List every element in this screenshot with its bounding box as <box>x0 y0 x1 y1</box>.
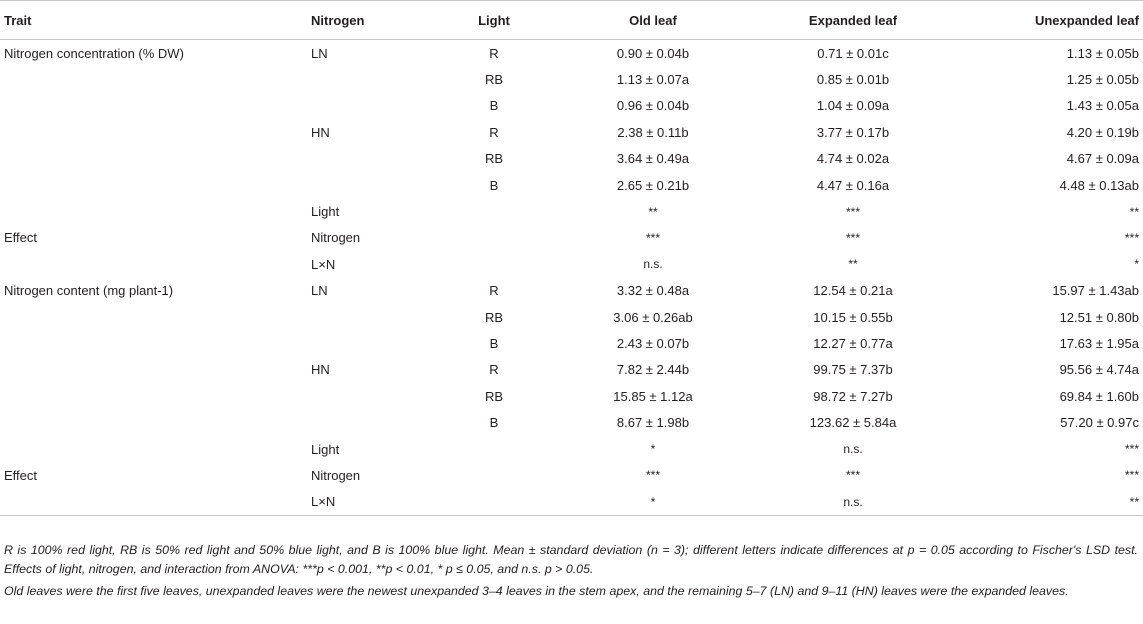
old-leaf-cell: * <box>650 442 656 457</box>
nitrogen-cell: L×N <box>311 256 336 272</box>
table-row <box>0 119 1143 145</box>
old-leaf-cell: 2.38 ± 0.11b <box>617 124 689 140</box>
table-row <box>0 304 1143 330</box>
light-cell: R <box>489 124 499 140</box>
table-row <box>0 251 1143 277</box>
old-leaf-cell: 3.06 ± 0.26ab <box>613 309 693 325</box>
nitrogen-cell: LN <box>311 283 328 299</box>
nitrogen-cell <box>305 383 435 409</box>
table-row <box>0 172 1143 198</box>
header-expanded-leaf: Expanded leaf <box>753 1 953 40</box>
old-leaf-cell: 2.43 ± 0.07b <box>616 335 690 351</box>
table-row <box>0 409 1143 435</box>
unexpanded-leaf-cell: ** <box>1129 204 1139 219</box>
nitrogen-cell: Nitrogen <box>311 467 361 483</box>
trait-cell: Nitrogen concentration (% DW) <box>4 45 184 61</box>
old-leaf-cell: 15.85 ± 1.12a <box>613 388 693 404</box>
nitrogen-cell <box>305 66 435 92</box>
table-row <box>0 278 1143 304</box>
trait-cell <box>0 93 305 119</box>
table-row <box>0 198 1143 224</box>
table-row <box>0 462 1143 488</box>
header-unexpanded-leaf: Unexpanded leaf <box>953 1 1143 40</box>
expanded-leaf-cell: n.s. <box>843 442 863 457</box>
nitrogen-cell: L×N <box>305 489 435 516</box>
nitrogen-cell <box>305 146 435 172</box>
trait-cell <box>0 409 305 435</box>
table-row <box>0 489 1143 516</box>
unexpanded-leaf-cell: 69.84 ± 1.60b <box>1059 388 1139 404</box>
old-leaf-cell: 1.13 ± 0.07a <box>616 72 690 88</box>
unexpanded-leaf-cell: 17.63 ± 1.95a <box>1059 335 1139 351</box>
unexpanded-leaf-cell: 15.97 ± 1.43ab <box>1052 283 1139 299</box>
trait-cell <box>0 198 305 224</box>
expanded-leaf-cell: *** <box>845 204 860 219</box>
nitrogen-cell: HN <box>311 124 330 140</box>
unexpanded-leaf-cell: *** <box>1124 468 1139 483</box>
trait-cell <box>0 251 305 277</box>
light-cell: RB <box>484 151 504 167</box>
old-leaf-cell: ** <box>648 204 658 219</box>
unexpanded-leaf-cell: 57.20 ± 0.97c <box>1060 415 1139 431</box>
trait-cell <box>0 304 305 330</box>
light-cell: R <box>489 362 499 378</box>
table-row <box>0 40 1143 67</box>
trait-cell <box>0 66 305 92</box>
old-leaf-cell: * <box>553 489 753 516</box>
light-cell: B <box>489 415 499 431</box>
unexpanded-leaf-cell: ** <box>953 489 1143 516</box>
unexpanded-leaf-cell: 12.51 ± 0.80b <box>1059 309 1139 325</box>
table-row <box>0 436 1143 462</box>
unexpanded-leaf-cell: *** <box>1124 442 1139 457</box>
table-row <box>0 357 1143 383</box>
nitrogen-cell: LN <box>311 45 328 61</box>
nitrogen-cell <box>305 172 435 198</box>
trait-cell: Nitrogen content (mg plant-1) <box>4 283 174 299</box>
nitrogen-cell: Nitrogen <box>311 230 361 246</box>
expanded-leaf-cell: n.s. <box>753 489 953 516</box>
light-cell <box>435 198 553 224</box>
light-cell: B <box>489 335 499 351</box>
expanded-leaf-cell: 12.54 ± 0.21a <box>813 283 893 299</box>
old-leaf-cell: *** <box>645 468 660 483</box>
old-leaf-cell: 3.32 ± 0.48a <box>616 283 690 299</box>
nitrogen-cell: Light <box>311 204 340 220</box>
old-leaf-cell: 0.90 ± 0.04b <box>616 45 690 61</box>
old-leaf-cell: 3.64 ± 0.49a <box>616 151 690 167</box>
unexpanded-leaf-cell: 1.25 ± 0.05b <box>1066 72 1139 88</box>
trait-cell <box>0 489 305 516</box>
table-row <box>0 330 1143 356</box>
expanded-leaf-cell: 99.75 ± 7.37b <box>813 362 893 378</box>
nitrogen-cell <box>305 304 435 330</box>
trait-cell: Effect <box>4 230 38 246</box>
table-row <box>0 146 1143 172</box>
expanded-leaf-cell: 0.85 ± 0.01b <box>816 72 890 88</box>
header-old-leaf: Old leaf <box>553 1 753 40</box>
light-cell <box>435 489 553 516</box>
light-cell <box>435 462 553 488</box>
unexpanded-leaf-cell: * <box>1134 257 1139 272</box>
unexpanded-leaf-cell: 4.48 ± 0.13ab <box>1059 177 1139 193</box>
old-leaf-cell: 2.65 ± 0.21b <box>616 177 690 193</box>
unexpanded-leaf-cell: 4.67 ± 0.09a <box>1066 151 1139 167</box>
expanded-leaf-cell: 0.71 ± 0.01c <box>817 45 889 61</box>
unexpanded-leaf-cell: 4.20 ± 0.19b <box>1066 124 1139 140</box>
light-cell: R <box>489 45 499 61</box>
header-light: Light <box>435 1 553 40</box>
expanded-leaf-cell: 1.04 ± 0.09a <box>816 98 890 114</box>
expanded-leaf-cell: ** <box>848 257 858 272</box>
nitrogen-cell: HN <box>311 362 330 378</box>
unexpanded-leaf-cell: 95.56 ± 4.74a <box>1059 362 1139 378</box>
trait-cell <box>0 146 305 172</box>
trait-cell <box>0 119 305 145</box>
unexpanded-leaf-cell: *** <box>1124 230 1139 245</box>
expanded-leaf-cell: 10.15 ± 0.55b <box>813 309 893 325</box>
trait-cell <box>0 330 305 356</box>
header-trait: Trait <box>0 1 305 40</box>
expanded-leaf-cell: *** <box>845 468 860 483</box>
expanded-leaf-cell: *** <box>845 230 860 245</box>
unexpanded-leaf-cell: 1.43 ± 0.05a <box>1066 98 1139 114</box>
table-row <box>0 225 1143 251</box>
header-nitrogen: Nitrogen <box>305 1 435 40</box>
light-cell: RB <box>484 72 504 88</box>
light-cell <box>435 225 553 251</box>
light-cell: R <box>489 283 499 299</box>
trait-cell <box>0 383 305 409</box>
expanded-leaf-cell: 12.27 ± 0.77a <box>813 335 893 351</box>
old-leaf-cell: *** <box>645 230 660 245</box>
trait-cell: Effect <box>4 467 38 483</box>
light-cell: RB <box>484 309 504 325</box>
table-row <box>0 93 1143 119</box>
old-leaf-cell: 8.67 ± 1.98b <box>616 415 690 431</box>
expanded-leaf-cell: 98.72 ± 7.27b <box>813 388 893 404</box>
trait-cell <box>0 436 305 462</box>
light-cell: RB <box>484 388 504 404</box>
light-cell <box>435 436 553 462</box>
nitrogen-cell <box>305 409 435 435</box>
footnote-leaf-definitions: Old leaves were the first five leaves, unexpanded leaves were the newest unexpanded 3–4 leaves in the stem apex, and the remaining 5–7 (LN) and 9–11 (HN) leaves were the expanded leaves. <box>4 583 1069 598</box>
light-cell: B <box>489 98 499 114</box>
nitrogen-cell <box>305 93 435 119</box>
unexpanded-leaf-cell: 1.13 ± 0.05b <box>1066 45 1139 61</box>
expanded-leaf-cell: 3.77 ± 0.17b <box>816 124 890 140</box>
expanded-leaf-cell: 4.47 ± 0.16a <box>816 177 890 193</box>
table-footnotes <box>4 541 1138 601</box>
table-body <box>0 40 1143 516</box>
table-row <box>0 383 1143 409</box>
table-row <box>0 66 1143 92</box>
footnote-abbreviations: R is 100% red light, RB is 50% red light and 50% blue light, and B is 100% blue light. Mean ± standard deviation (n = 3); different letters indicate differences at p = 0.05 according to Fischer's LSD test. Effects of light, nitrogen, and interaction from ANOVA: ***p < 0.001, **p < 0.01, * p ≤ 0.05, and n.s. p > 0.05. <box>4 543 1138 577</box>
trait-cell <box>0 172 305 198</box>
nitrogen-cell <box>305 330 435 356</box>
old-leaf-cell: 0.96 ± 0.04b <box>616 98 690 114</box>
expanded-leaf-cell: 123.62 ± 5.84a <box>809 415 897 431</box>
old-leaf-cell: n.s. <box>643 257 663 272</box>
header-row <box>0 1 1143 40</box>
old-leaf-cell: 7.82 ± 2.44b <box>616 362 690 378</box>
nitrogen-cell: Light <box>311 441 340 457</box>
expanded-leaf-cell: 4.74 ± 0.02a <box>816 151 890 167</box>
trait-cell <box>0 357 305 383</box>
light-cell: B <box>489 177 499 193</box>
light-cell <box>435 251 553 277</box>
